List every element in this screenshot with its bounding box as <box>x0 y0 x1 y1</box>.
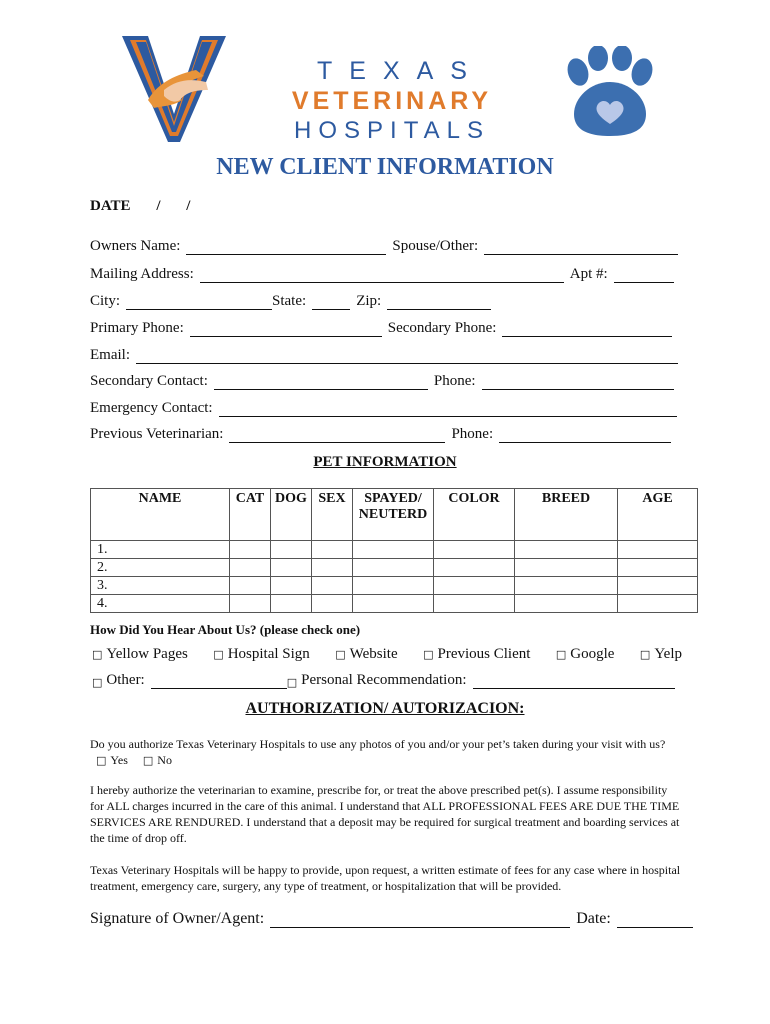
apt-label: Apt #: <box>569 266 608 282</box>
table-row <box>91 541 698 559</box>
table-cell[interactable] <box>515 541 618 559</box>
table-cell[interactable] <box>515 577 618 595</box>
previous-vet-row <box>90 426 671 443</box>
table-cell[interactable] <box>618 595 698 613</box>
apt-field[interactable] <box>614 267 674 283</box>
secondary-phone-label: Secondary Phone: <box>387 320 497 336</box>
previous-vet-field[interactable] <box>229 427 445 443</box>
table-cell[interactable] <box>271 541 312 559</box>
table-cell[interactable] <box>312 595 353 613</box>
primary-phone-field[interactable] <box>190 321 382 337</box>
other-row <box>92 672 675 689</box>
brand-line-2: VETERINARY <box>291 87 493 115</box>
column-header-breed: BREED <box>515 489 618 541</box>
signature-date-label: Date: <box>576 910 611 927</box>
owners-name-label: Owners Name: <box>90 238 181 254</box>
table-cell[interactable] <box>434 595 515 613</box>
table-cell[interactable] <box>434 541 515 559</box>
secondary-contact-phone-label: Phone: <box>433 373 476 389</box>
state-field[interactable] <box>312 294 350 310</box>
personal-recommendation-label: Personal Recommendation: <box>301 672 467 688</box>
previous-vet-phone-label: Phone: <box>451 426 494 442</box>
referral-options <box>92 646 682 663</box>
estimate-paragraph: Texas Veterinary Hospitals will be happy to provide, upon request, a written estimate of fees for any case where in hospital treatment, emergency care, surgery, any type of treatment, or hospitalization that will be provided. <box>90 863 681 893</box>
mailing-address-field[interactable] <box>200 267 564 283</box>
option-hospital-sign[interactable]: □ Hospital Sign <box>213 646 310 662</box>
table-cell[interactable] <box>230 559 271 577</box>
email-row <box>90 347 678 364</box>
pet-row-number[interactable]: 2. <box>91 559 230 577</box>
paw-heart-icon <box>560 46 658 140</box>
brand-line-3: HOSPITALS <box>294 117 490 144</box>
checkbox-icon[interactable]: □ <box>142 754 154 767</box>
hospital-logo-v-icon <box>118 30 230 146</box>
date-label: DATE <box>90 198 131 214</box>
option-website[interactable]: □ Website <box>335 646 398 662</box>
table-cell[interactable] <box>618 541 698 559</box>
primary-phone-label: Primary Phone: <box>90 320 184 336</box>
pet-information-heading: PET INFORMATION <box>313 454 457 470</box>
city-row <box>90 293 491 310</box>
zip-label: Zip: <box>356 293 382 309</box>
emergency-contact-row <box>90 400 677 417</box>
checkbox-icon[interactable]: □ <box>213 648 224 661</box>
pet-row-number[interactable]: 3. <box>91 577 230 595</box>
date-row <box>90 198 212 215</box>
checkbox-icon[interactable]: □ <box>96 754 107 767</box>
column-header-sex: SEX <box>312 489 353 541</box>
page-title: NEW CLIENT INFORMATION <box>216 154 554 180</box>
checkbox-icon[interactable]: □ <box>92 648 103 661</box>
previous-vet-label: Previous Veterinarian: <box>90 426 224 442</box>
signature-field[interactable] <box>270 912 570 928</box>
option-yelp[interactable]: □ Yelp <box>639 646 682 662</box>
column-header-cat: CAT <box>230 489 271 541</box>
checkbox-icon[interactable]: □ <box>639 648 651 661</box>
table-row <box>91 559 698 577</box>
brand-wordmark <box>276 56 508 146</box>
table-cell[interactable] <box>515 595 618 613</box>
secondary-contact-row <box>90 373 674 390</box>
zip-field[interactable] <box>387 294 491 310</box>
option-previous-client[interactable]: □ Previous Client <box>423 646 531 662</box>
signature-row <box>90 910 693 928</box>
table-cell[interactable] <box>353 577 434 595</box>
option-google[interactable]: □ Google <box>555 646 615 662</box>
column-header-name: NAME <box>91 489 230 541</box>
signature-label: Signature of Owner/Agent: <box>90 910 265 927</box>
other-field[interactable] <box>151 673 287 689</box>
table-cell[interactable] <box>312 577 353 595</box>
email-field[interactable] <box>136 348 678 364</box>
table-cell[interactable] <box>230 577 271 595</box>
spouse-label: Spouse/Other: <box>392 238 479 254</box>
table-row <box>91 595 698 613</box>
secondary-contact-field[interactable] <box>214 374 428 390</box>
how-did-you-hear-question: How Did You Hear About Us? (please check one) <box>90 622 361 637</box>
table-cell[interactable] <box>312 559 353 577</box>
mailing-row <box>90 266 674 283</box>
checkbox-icon[interactable]: □ <box>286 676 298 689</box>
option-yellow-pages[interactable]: □ Yellow Pages <box>92 646 188 662</box>
table-cell[interactable] <box>271 595 312 613</box>
date-separator: / <box>156 198 161 214</box>
owners-name-row <box>90 238 678 255</box>
table-cell[interactable] <box>230 595 271 613</box>
city-label: City: <box>90 293 121 309</box>
table-row <box>91 577 698 595</box>
table-cell[interactable] <box>434 559 515 577</box>
table-cell[interactable] <box>271 559 312 577</box>
city-field[interactable] <box>126 294 272 310</box>
checkbox-icon[interactable]: □ <box>335 648 346 661</box>
brand-line-1: TEXAS <box>317 57 484 85</box>
column-header-dog: DOG <box>271 489 312 541</box>
table-cell[interactable] <box>271 577 312 595</box>
checkbox-icon[interactable]: □ <box>555 648 567 661</box>
table-cell[interactable] <box>515 559 618 577</box>
table-cell[interactable] <box>434 577 515 595</box>
table-cell[interactable] <box>353 541 434 559</box>
treatment-authorization-paragraph: I hereby authorize the veterinarian to examine, prescribe for, or treat the above prescribed pet(s). I assume responsibility for ALL charges incurred in the care of this animal. I understand that ALL PROFESSIONAL FEES ARE DUE THE TIME SERVICES ARE RENDURED. I understand that a deposit may be required for surgical treatment and boarding services at the time of drop off. <box>90 783 680 845</box>
secondary-contact-phone-field[interactable] <box>482 374 674 390</box>
photo-authorization-question: Do you authorize Texas Veterinary Hospitals to use any photos of you and/or your pet’s taken during your visit with us? <box>90 737 666 751</box>
column-header-spayed-neutered: SPAYED/ NEUTERD <box>353 489 434 541</box>
checkbox-icon[interactable]: □ <box>92 676 103 689</box>
pet-row-number[interactable]: 1. <box>91 541 230 559</box>
secondary-phone-field[interactable] <box>502 321 672 337</box>
phone-row <box>90 320 672 337</box>
table-cell[interactable] <box>618 559 698 577</box>
personal-recommendation-field[interactable] <box>473 673 675 689</box>
other-label: Other: <box>106 672 145 688</box>
photo-authorization <box>90 736 682 769</box>
signature-date-field[interactable] <box>617 912 693 928</box>
mailing-label: Mailing Address: <box>90 266 194 282</box>
previous-vet-phone-field[interactable] <box>499 427 671 443</box>
column-header-color: COLOR <box>434 489 515 541</box>
table-cell[interactable] <box>353 595 434 613</box>
pet-information-table <box>90 488 698 613</box>
table-cell[interactable] <box>353 559 434 577</box>
emergency-contact-label: Emergency Contact: <box>90 400 213 416</box>
date-separator: / <box>186 198 191 214</box>
pet-row-number[interactable]: 4. <box>91 595 230 613</box>
email-label: Email: <box>90 347 130 363</box>
secondary-contact-label: Secondary Contact: <box>90 373 208 389</box>
owners-name-field[interactable] <box>186 239 386 255</box>
spouse-field[interactable] <box>484 239 678 255</box>
no-option[interactable]: No <box>157 753 172 767</box>
column-header-age: AGE <box>618 489 698 541</box>
authorization-heading: AUTHORIZATION/ AUTORIZACION: <box>245 700 525 717</box>
table-cell[interactable] <box>230 541 271 559</box>
emergency-contact-field[interactable] <box>219 401 677 417</box>
checkbox-icon[interactable]: □ <box>423 648 434 661</box>
table-header-row <box>91 489 698 541</box>
yes-option[interactable]: Yes <box>110 753 128 767</box>
table-cell[interactable] <box>618 577 698 595</box>
state-label: State: <box>272 293 307 309</box>
table-cell[interactable] <box>312 541 353 559</box>
